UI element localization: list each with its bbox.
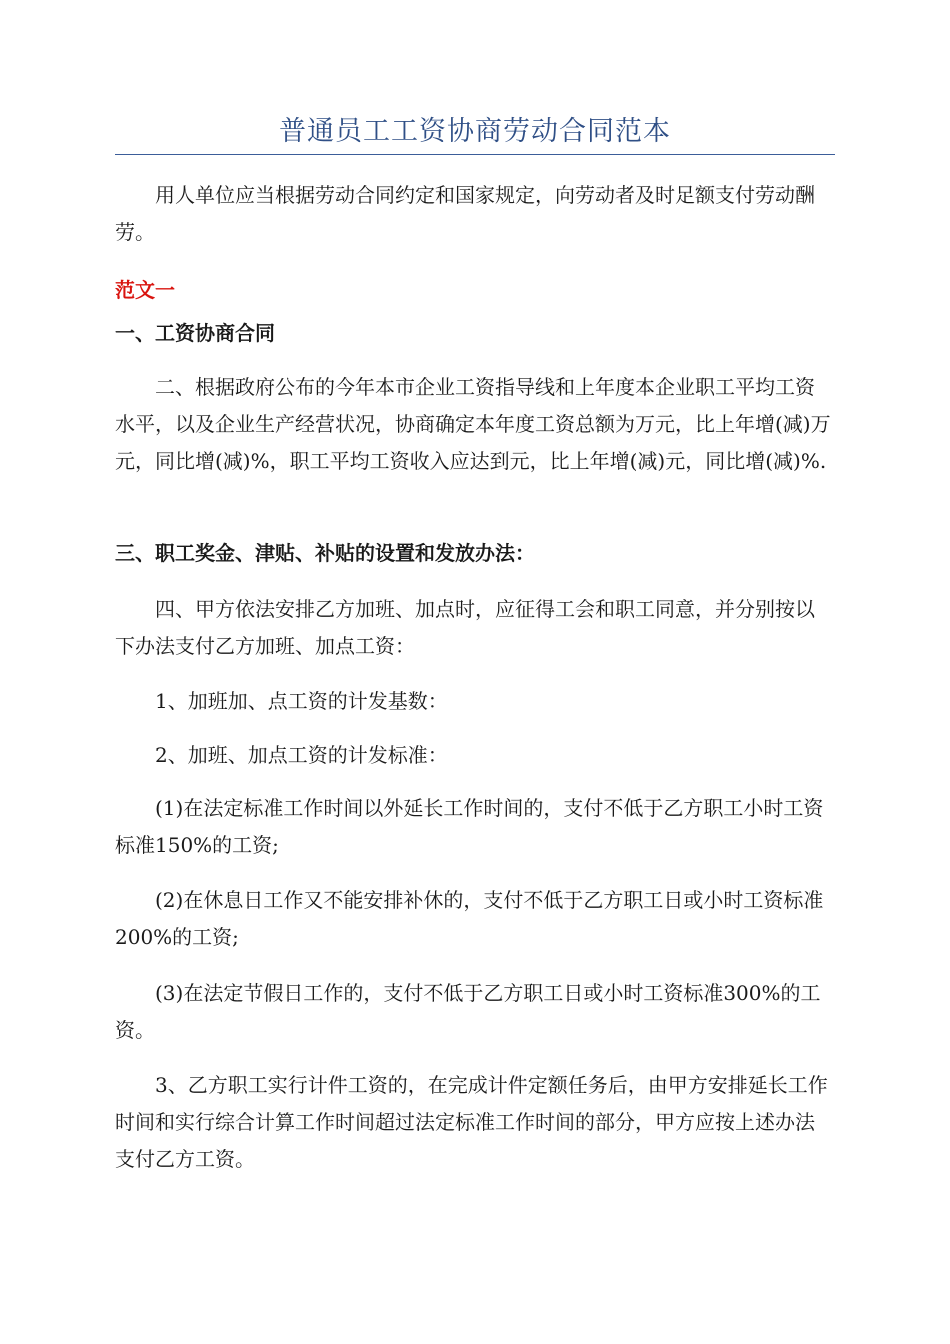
sample-label: 范文一 xyxy=(115,278,175,302)
sub-item-2: (2)在休息日工作又不能安排补休的，支付不低于乙方职工日或小时工资标准200%的工资; xyxy=(115,888,824,949)
list-item-1: 1、加班加、点工资的计发基数： xyxy=(155,689,448,713)
paragraph-4: 四、甲方依法安排乙方加班、加点时，应征得工会和职工同意，并分别按以下办法支付乙方加班、加点工资： xyxy=(115,597,815,658)
section-heading-1: 一、工资协商合同 xyxy=(115,321,275,345)
title-underline xyxy=(115,154,835,155)
section-heading-3: 三、职工奖金、津贴、补贴的设置和发放办法： xyxy=(115,541,535,565)
sub-item-1: (1)在法定标准工作时间以外延长工作时间的，支付不低于乙方职工小时工资标准150%的工资; xyxy=(115,796,824,857)
document-title: 普通员工工资协商劳动合同范本 xyxy=(279,116,671,147)
sub-item-3: (3)在法定节假日工作的，支付不低于乙方职工日或小时工资标准300%的工资。 xyxy=(115,981,821,1042)
list-item-3: 3、乙方职工实行计件工资的，在完成计件定额任务后，由甲方安排延长工作时间和实行综合计算工作时间超过法定标准工作时间的部分，甲方应按上述办法支付乙方工资。 xyxy=(115,1073,828,1171)
paragraph-2: 二、根据政府公布的今年本市企业工资指导线和上年度本企业职工平均工资水平，以及企业生产经营状况，协商确定本年度工资总额为万元，比上年增(减)万元，同比增(减)%，职工平均工资收入应达到元，比上年增(减)元，同比增(减)%. xyxy=(115,375,831,473)
list-item-2: 2、加班、加点工资的计发标准： xyxy=(155,743,448,767)
intro-paragraph: 用人单位应当根据劳动合同约定和国家规定，向劳动者及时足额支付劳动酬劳。 xyxy=(115,183,815,244)
